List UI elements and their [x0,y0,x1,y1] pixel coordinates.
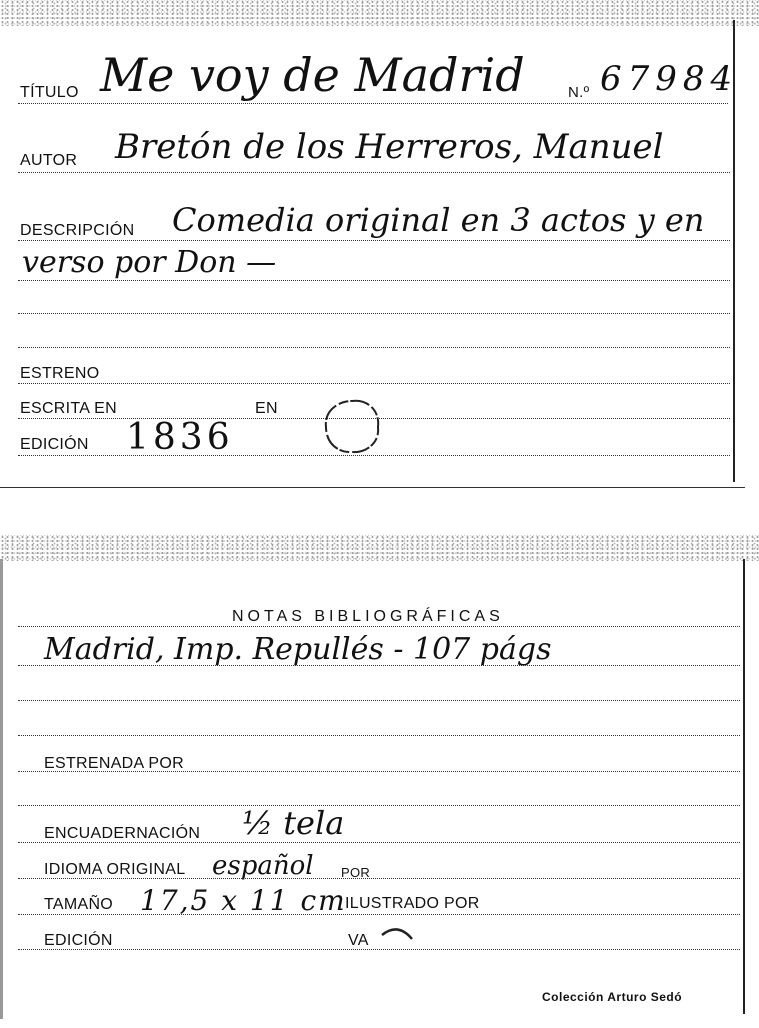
notas-value: Madrid, Imp. Repullés - 107 págs [44,632,552,667]
edicion-back-rule [18,949,740,950]
notas-rule-4 [18,735,740,736]
encuadernacion-rule [18,842,740,843]
blank-rule [18,805,740,806]
catalog-card-back [0,535,759,1028]
stamp-circle-mark [318,395,386,459]
tamano-rule [18,914,740,915]
encuadernacion-label: ENCUADERNACIÓN [44,825,201,842]
idioma-rule [18,878,740,879]
catalog-card-front [0,0,759,500]
edicion-value: 1836 [126,417,234,458]
titulo-value: Me voy de Madrid [100,48,525,102]
pen-stroke-mark [378,925,418,945]
en-label: EN [255,400,278,417]
autor-value: Bretón de los Herreros, Manuel [115,127,664,167]
edicion-back-label: EDICIÓN [44,932,113,949]
idioma-value: español [212,851,314,881]
numero-value: 67984 [600,59,739,99]
estrenada-por-label: ESTRENADA POR [44,755,184,772]
descripcion-line2: verso por Don — [22,245,277,280]
titulo-label: TÍTULO [20,84,79,101]
autor-rule [18,172,730,173]
descripcion-label: DESCRIPCIÓN [20,222,135,239]
notas-rule-2 [18,665,740,666]
escrita-en-label: ESCRITA EN [20,400,117,417]
ilustrado-por-label: ILUSTRADO POR [345,895,480,912]
card-bottom-edge [0,487,745,488]
estrenada-rule [18,771,740,772]
card-top-edge [0,0,759,26]
card-top-edge [0,535,759,561]
tamano-value: 17,5 x 11 cm [140,884,347,917]
edicion-label: EDICIÓN [20,436,89,453]
va-label: VA [348,932,369,949]
titulo-rule [18,103,728,104]
blank-rule-2 [18,347,730,348]
card-left-edge [0,559,3,1019]
notas-rule-3 [18,700,740,701]
notas-rule-1 [18,626,740,627]
notas-title: NOTAS BIBLIOGRÁFICAS [232,608,504,625]
autor-label: AUTOR [20,152,78,169]
collection-credit: Colección Arturo Sedó [542,990,683,1004]
idioma-label: IDIOMA ORIGINAL [44,861,186,878]
numero-label: N.º [568,84,590,101]
blank-rule-1 [18,313,730,314]
por-label: POR [341,865,371,880]
descripcion-rule-2 [18,280,730,281]
card-right-edge [743,559,745,1014]
estreno-rule [18,383,730,384]
descripcion-line1: Comedia original en 3 actos y en [172,201,705,239]
descripcion-rule-1 [18,240,730,241]
tamano-label: TAMAÑO [44,896,114,913]
estreno-label: ESTRENO [20,365,100,382]
encuadernacion-value: ½ tela [242,804,345,842]
